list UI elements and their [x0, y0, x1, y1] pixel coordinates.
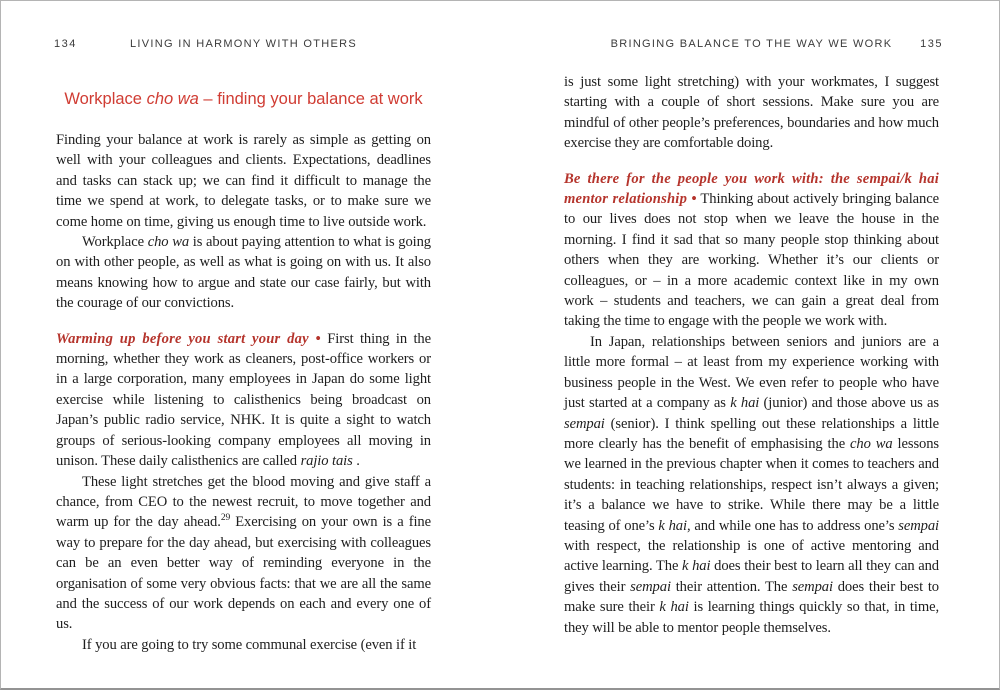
italic-term: k hai: [730, 395, 760, 412]
text-run: (junior) and those above us as: [759, 395, 940, 412]
text-run: Exercising on your own is a fine way to prepare for the day ahead, but exercising with colleagues can be an even better way of reminding everyone in the organisation of some very obvious facts: that we are all the same and the success of our work depends on each and every one of us.: [56, 514, 431, 633]
text-run: Workplace: [64, 90, 147, 108]
italic-term: rajio tais: [300, 453, 353, 470]
running-header: LIVING IN HARMONY WITH OTHERS: [130, 38, 357, 50]
italic-term: sempai: [898, 517, 940, 534]
page-number: 135: [920, 38, 943, 50]
italic-term: k hai: [659, 599, 689, 616]
paragraph: [56, 329, 431, 472]
text-run: with respect, the relationship is one of active mentoring and active learning. The: [564, 537, 939, 575]
text-run: lessons we learned in the previous chapter when it comes to teachers and students: in teaching relationships, respect isn’t always a given; it’s a balance we have to strike. While there may be a little teasing of one’s: [564, 435, 940, 534]
page-right: [564, 1, 943, 688]
paragraph: [564, 332, 939, 638]
text-run: .: [352, 453, 360, 470]
runin-subheading: Be there for the people you work with: the sempai/k hai mentor relationship •: [564, 170, 939, 208]
running-header: BRINGING BALANCE TO THE WAY WE WORK: [610, 38, 893, 50]
text-run: In Japan, relationships between seniors and juniors are a little more formal – at least from my experience working with business people in the West. We even refer to people who have just started at a company as: [564, 333, 939, 412]
text-run: does their best to learn all they can and gives their: [564, 558, 940, 595]
italic-term: sempai: [792, 578, 833, 595]
text-run: Finding your balance at work is rarely as simple as getting on well with your colleagues and clients. Expectations, deadlines and tasks can stack up; we can find it difficult to manage the time we spend at work, to delegate tasks, or to make sure we come home on time, giving us enough time to live outside work.: [56, 132, 431, 230]
paragraph: [56, 232, 431, 314]
text-run: First thing in the morning, whether they work as cleaners, post-office workers or in a large corporation, many employees in Japan do some light exercise while listening to calisthenics being broadcast on Japan’s public radio service, NHK. It is quite a sight to watch groups of serious-looking company employees all moving in unison. These daily calisthenics are called: [56, 330, 431, 470]
italic-term: cho wa: [146, 90, 199, 108]
runin-subheading: Warming up before you start your day •: [56, 330, 321, 347]
italic-term: sempai: [564, 415, 605, 432]
text-run: is just some light stretching) with your workmates, I suggest starting with a couple of short sessions. Make sure you are mindful of other people’s preferences, boundaries and how much exercise they are comfortable doing.: [564, 74, 939, 152]
paragraph: [56, 472, 431, 635]
italic-term: cho wa: [147, 234, 190, 251]
paragraph: [564, 72, 939, 154]
footnote-reference: 29: [220, 513, 231, 524]
italic-term: k hai: [682, 558, 711, 575]
text-run: their attention. The: [670, 578, 793, 595]
text-run: is about paying attention to what is going on with other people, as well as what is going on with us. It also means knowing how to argue and state our case fairly, but with the courage of our convictions.: [56, 234, 432, 312]
text-run: , and while one has to address one’s: [686, 517, 899, 534]
page-number: 134: [54, 38, 77, 50]
italic-term: k hai: [658, 517, 687, 534]
paragraph: [564, 169, 939, 332]
text-run: Workplace: [82, 234, 148, 251]
text-run: Thinking about actively bringing balance to our lives does not stop when we leave the house in the morning. I find it sad that so many people stop thinking about others when they are working. Whether it’s our clients or colleagues, or – in a more academic context like in my own work – students and teachers, we can gain a great deal from taking the time to engage with the people we work with.: [564, 191, 939, 330]
paragraph: [56, 635, 431, 655]
page-left: [56, 1, 431, 688]
text-run: (senior). I think spelling out these relationships a little more clearly has the benefit of emphasising the: [564, 415, 939, 452]
italic-term: sempai: [630, 578, 671, 595]
italic-term: cho wa: [850, 435, 893, 452]
text-run: does their best to make sure their: [564, 578, 939, 616]
page-body: [564, 72, 939, 638]
text-run: These light stretches get the blood moving and give staff a chance, from CEO to the newest recruit, to move together and warm up for the day ahead.: [56, 473, 431, 531]
paragraph: [56, 130, 431, 232]
section-heading: [38, 90, 449, 109]
page-body: [56, 130, 431, 655]
text-run: If you are going to try some communal exercise (even if it: [82, 636, 417, 653]
page-header-left: [56, 38, 431, 54]
text-run: is learning things quickly so that, in time, they will be able to mentor people themselves.: [564, 599, 939, 636]
page-header-right: [564, 38, 943, 54]
text-run: – finding your balance at work: [198, 90, 423, 108]
